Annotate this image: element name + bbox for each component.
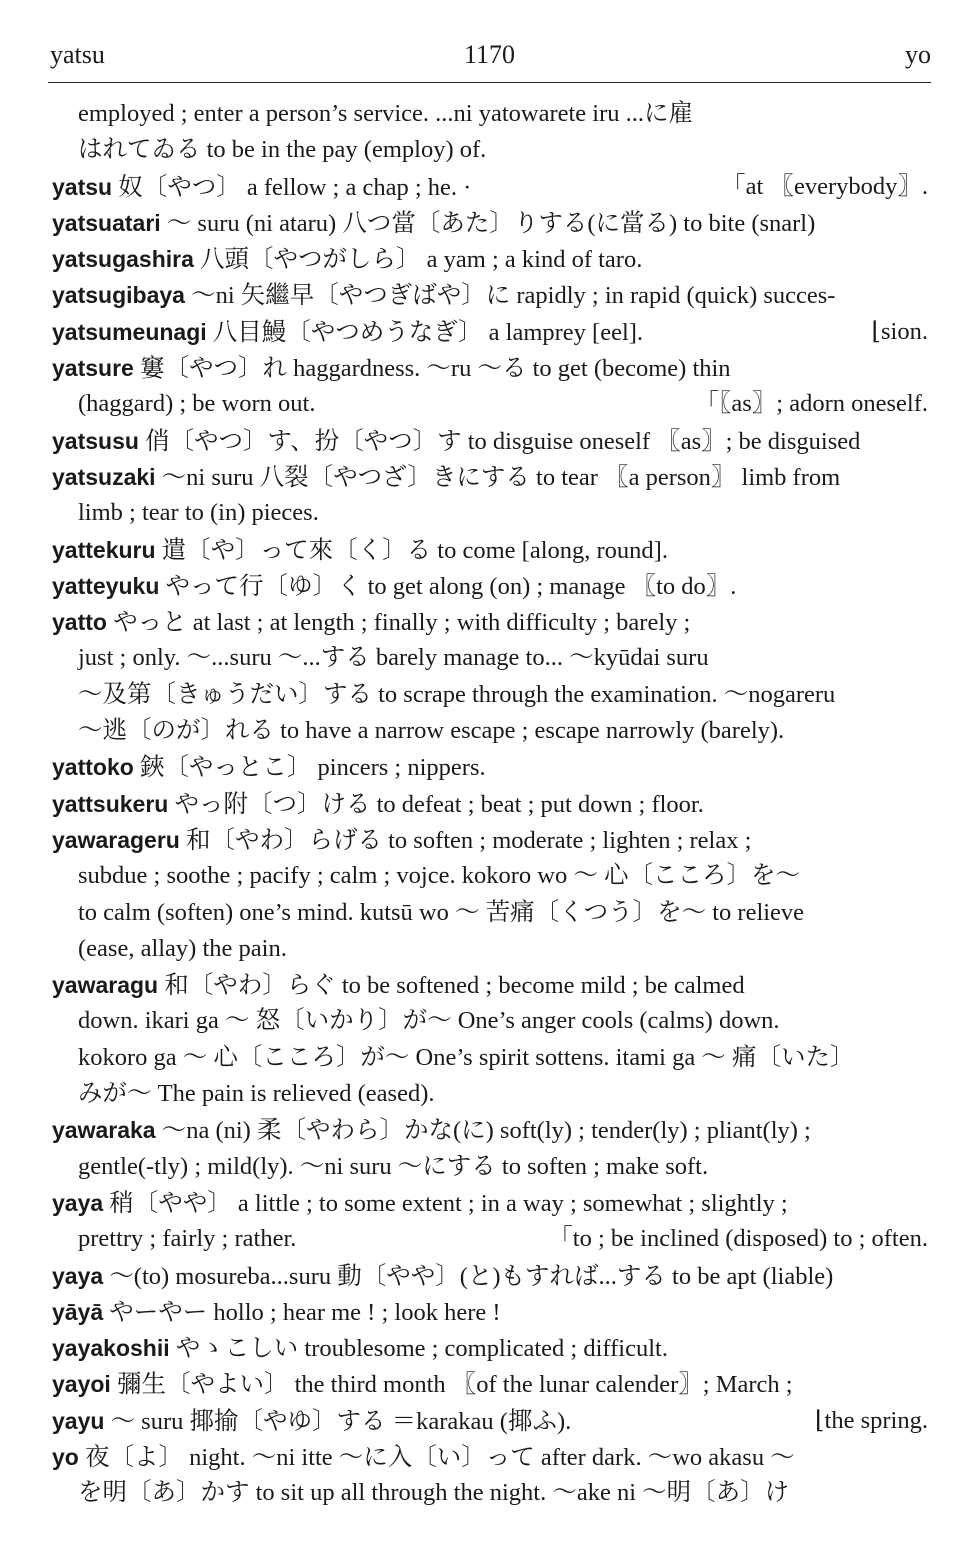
entry-text: ～(to) mosureba...suru 動〔やや〕(と)もすれば...する to be apt (liable) xyxy=(103,1262,834,1290)
headword: yatsuatari xyxy=(52,209,161,236)
entry-content xyxy=(52,1439,795,1475)
entry-content xyxy=(52,1185,788,1221)
entry-content xyxy=(52,532,668,568)
entry-content xyxy=(78,1076,434,1112)
entry-content xyxy=(52,350,731,386)
headword: yayakoshii xyxy=(52,1335,170,1362)
entry-content xyxy=(52,169,471,205)
dictionary-line xyxy=(52,967,928,1003)
carryover-text: ⌊the spring. xyxy=(815,1406,928,1434)
entry-text: prettry ; fairly ; rather. xyxy=(78,1225,297,1253)
entry-content xyxy=(52,1366,793,1402)
dictionary-entries xyxy=(52,96,928,1512)
dictionary-line xyxy=(52,1040,928,1076)
dictionary-line xyxy=(52,713,928,749)
headword: yattoko xyxy=(52,754,134,781)
entry-content xyxy=(78,1475,789,1511)
carryover-text: ⌊sion. xyxy=(871,317,928,345)
entry-content xyxy=(78,96,693,132)
entry-text: やっと at last ; at length ; finally ; with difficulty ; barely ; xyxy=(106,609,691,637)
dictionary-line xyxy=(52,604,928,640)
entry-text: kokoro ga ～ 心〔こころ〕が～ One’s spirit sottens. itami ga ～ 痛〔いた〕 xyxy=(78,1043,855,1071)
entry-text: 稍〔やや〕 a little ; to some extent ; in a way ; somewhat ; slightly ; xyxy=(103,1189,788,1217)
entry-text: down. ikari ga ～ 怒〔いかり〕が～ One’s anger cools (calms) down. xyxy=(78,1007,780,1035)
entry-content xyxy=(52,1330,668,1366)
entry-text: limb ; tear to (in) pieces. xyxy=(78,499,319,527)
headword: yatsure xyxy=(52,355,134,382)
dictionary-line xyxy=(52,1366,928,1402)
headword: yawaraka xyxy=(52,1117,156,1144)
entry-text: 夜〔よ〕 night. ～ni itte ～に入〔い〕って after dark. ～wo akasu ～ xyxy=(78,1443,795,1471)
entry-content xyxy=(78,858,800,894)
entry-text: ～ni suru 八裂〔やつざ〕きにする to tear 〖a person〗 limb from xyxy=(155,463,841,491)
dictionary-line xyxy=(52,495,928,531)
dictionary-line xyxy=(52,169,928,205)
entry-text: just ; only. ～...suru ～...する barely manage to... ～kyūdai suru xyxy=(78,644,709,672)
entry-text: ～ suru 揶揄〔やゆ〕する ＝karakau (揶ふ). xyxy=(104,1407,572,1435)
entry-content xyxy=(52,423,860,459)
entry-content xyxy=(78,1003,780,1039)
header-right-guide-word: yo xyxy=(905,40,931,69)
headword: yayu xyxy=(52,1407,105,1434)
entry-content xyxy=(52,241,642,277)
dictionary-line xyxy=(52,677,928,713)
dictionary-line xyxy=(52,459,928,495)
headword: yāyā xyxy=(52,1298,104,1325)
headword: yattsukeru xyxy=(52,790,169,817)
dictionary-line xyxy=(52,640,928,676)
entry-content xyxy=(52,314,643,350)
dictionary-line xyxy=(52,931,928,967)
entry-content xyxy=(78,386,315,422)
dictionary-line xyxy=(52,350,928,386)
page-number: 1170 xyxy=(463,40,516,69)
headword: yatsu xyxy=(52,173,113,200)
entry-text: ～ suru (ni ataru) 八つ當〔あた〕りする(に當る) to bite (snarl) xyxy=(160,209,816,237)
entry-text: 八目鰻〔やつめうなぎ〕 a lamprey [eel]. xyxy=(206,318,644,346)
entry-content xyxy=(52,749,486,785)
dictionary-line xyxy=(52,568,928,604)
dictionary-line xyxy=(52,1294,928,1330)
dictionary-line xyxy=(52,277,928,313)
headword: yatto xyxy=(52,609,107,636)
dictionary-line xyxy=(52,1149,928,1185)
entry-content xyxy=(52,604,690,640)
entry-content xyxy=(52,822,751,858)
carryover-text: 「〖as〗; adorn oneself. xyxy=(694,390,928,418)
dictionary-line xyxy=(52,1076,928,1112)
entry-text: 俏〔やつ〕す、扮〔やつ〕す to disguise oneself 〖as〗; be disguised xyxy=(138,427,861,455)
entry-content xyxy=(52,786,704,822)
entry-text: gentle(-tly) ; mild(ly). ～ni suru ～にする to soften ; make soft. xyxy=(78,1152,709,1180)
carryover-text: 「at 〖everybody〗. xyxy=(721,172,928,200)
dictionary-line xyxy=(52,132,928,168)
entry-text: ～逃〔のが〕れる to have a narrow escape ; escape narrowly (barely). xyxy=(78,717,785,745)
headword: yayoi xyxy=(52,1371,111,1398)
entry-text: to calm (soften) one’s mind. kutsū wo ～ 苦痛〔くつう〕を～ to relieve xyxy=(78,898,805,926)
entry-content xyxy=(78,495,319,531)
entry-content xyxy=(52,568,736,604)
entry-content xyxy=(52,277,835,313)
headword: yo xyxy=(52,1443,79,1470)
headword: yaya xyxy=(52,1189,104,1216)
entry-content xyxy=(78,132,486,168)
entry-content xyxy=(78,895,804,931)
dictionary-line xyxy=(52,822,928,858)
dictionary-line xyxy=(52,749,928,785)
entry-content xyxy=(52,1403,571,1439)
entry-text: やゝこしい troublesome ; complicated ; difficult. xyxy=(169,1335,668,1363)
entry-content xyxy=(78,1149,708,1185)
entry-text: はれてゐる to be in the pay (employ) of. xyxy=(78,136,487,164)
entry-content xyxy=(52,1294,501,1330)
headword: yatsugibaya xyxy=(52,282,185,309)
entry-text: 和〔やわ〕らげる to soften ; moderate ; lighten ; relax ; xyxy=(179,826,752,854)
dictionary-line xyxy=(52,1112,928,1148)
entry-content xyxy=(78,713,784,749)
dictionary-line xyxy=(52,241,928,277)
dictionary-line xyxy=(52,1258,928,1294)
entry-content xyxy=(52,459,840,495)
dictionary-line xyxy=(52,1475,928,1511)
dictionary-line xyxy=(52,205,928,241)
dictionary-line xyxy=(52,423,928,459)
entry-content xyxy=(78,677,835,713)
dictionary-line xyxy=(52,532,928,568)
entry-text: ～ni 矢繼早〔やつぎばや〕に rapidly ; in rapid (quick) succes- xyxy=(184,282,836,310)
headword: yatteyuku xyxy=(52,572,160,599)
entry-text: やーやー hollo ; hear me ! ; look here ! xyxy=(103,1298,501,1326)
entry-text: 八頭〔やつがしら〕 a yam ; a kind of taro. xyxy=(193,246,643,274)
entry-text: 窶〔やつ〕れ haggardness. ～ru ～る to get (become) thin xyxy=(133,355,731,383)
entry-content xyxy=(52,205,815,241)
running-header xyxy=(48,38,931,83)
headword: yaya xyxy=(52,1262,104,1289)
entry-text: みが～ The pain is relieved (eased). xyxy=(78,1080,435,1108)
dictionary-line xyxy=(52,1185,928,1221)
dictionary-line xyxy=(52,786,928,822)
entry-content xyxy=(78,1221,296,1257)
entry-content xyxy=(78,1040,854,1076)
entry-text: 彌生〔やよい〕 the third month 〖of the lunar calender〗; March ; xyxy=(110,1371,793,1399)
headword: yawaragu xyxy=(52,972,159,999)
headword: yawarageru xyxy=(52,826,180,853)
entry-text: やっ附〔つ〕ける to defeat ; beat ; put down ; floor. xyxy=(168,790,704,818)
dictionary-line xyxy=(52,1221,928,1257)
dictionary-line xyxy=(52,895,928,931)
dictionary-line xyxy=(52,1003,928,1039)
dictionary-line xyxy=(52,1439,928,1475)
headword: yattekuru xyxy=(52,536,156,563)
dictionary-line xyxy=(52,858,928,894)
entry-text: employed ; enter a person’s service. ...ni yatowarete iru ...に雇 xyxy=(78,100,694,127)
headword: yatsusu xyxy=(52,427,139,454)
headword: yatsuzaki xyxy=(52,463,156,490)
entry-text: subdue ; soothe ; pacify ; calm ; vojce. kokoro wo ～ 心〔こころ〕を～ xyxy=(78,862,800,890)
header-left-guide-word: yatsu xyxy=(50,40,105,69)
dictionary-line xyxy=(52,1403,928,1439)
dictionary-line xyxy=(52,96,928,132)
entry-content xyxy=(52,1258,833,1294)
entry-text: (haggard) ; be worn out. xyxy=(78,390,316,418)
entry-text: やって行〔ゆ〕く to get along (on) ; manage 〖to do〗. xyxy=(159,572,737,600)
headword: yatsugashira xyxy=(52,246,194,273)
entry-content xyxy=(78,640,709,676)
dictionary-line xyxy=(52,1330,928,1366)
dictionary-line xyxy=(52,386,928,422)
entry-text: ～na (ni) 柔〔やわら〕かな(に) soft(ly) ; tender(ly) ; pliant(ly) ; xyxy=(155,1117,811,1145)
entry-text: 鋏〔やっとこ〕 pincers ; nippers. xyxy=(133,754,486,782)
entry-text: を明〔あ〕かす to sit up all through the night. ～ake ni ～明〔あ〕け xyxy=(78,1479,790,1507)
entry-text: 和〔やわ〕らぐ to be softened ; become mild ; be calmed xyxy=(158,972,745,1000)
entry-text: ～及第〔きゅうだい〕する to scrape through the examination. ～nogareru xyxy=(78,680,836,708)
entry-text: 遣〔や〕って來〔く〕る to come [along, round]. xyxy=(155,536,668,564)
entry-content xyxy=(52,967,745,1003)
headword: yatsumeunagi xyxy=(52,318,207,345)
entry-text: 奴〔やつ〕 a fellow ; a chap ; he. · xyxy=(112,173,472,201)
entry-content xyxy=(52,1112,811,1148)
carryover-text: 「to ; be inclined (disposed) to ; often. xyxy=(548,1225,928,1253)
entry-text: (ease, allay) the pain. xyxy=(78,934,287,962)
dictionary-line xyxy=(52,314,928,350)
entry-content xyxy=(78,931,287,967)
